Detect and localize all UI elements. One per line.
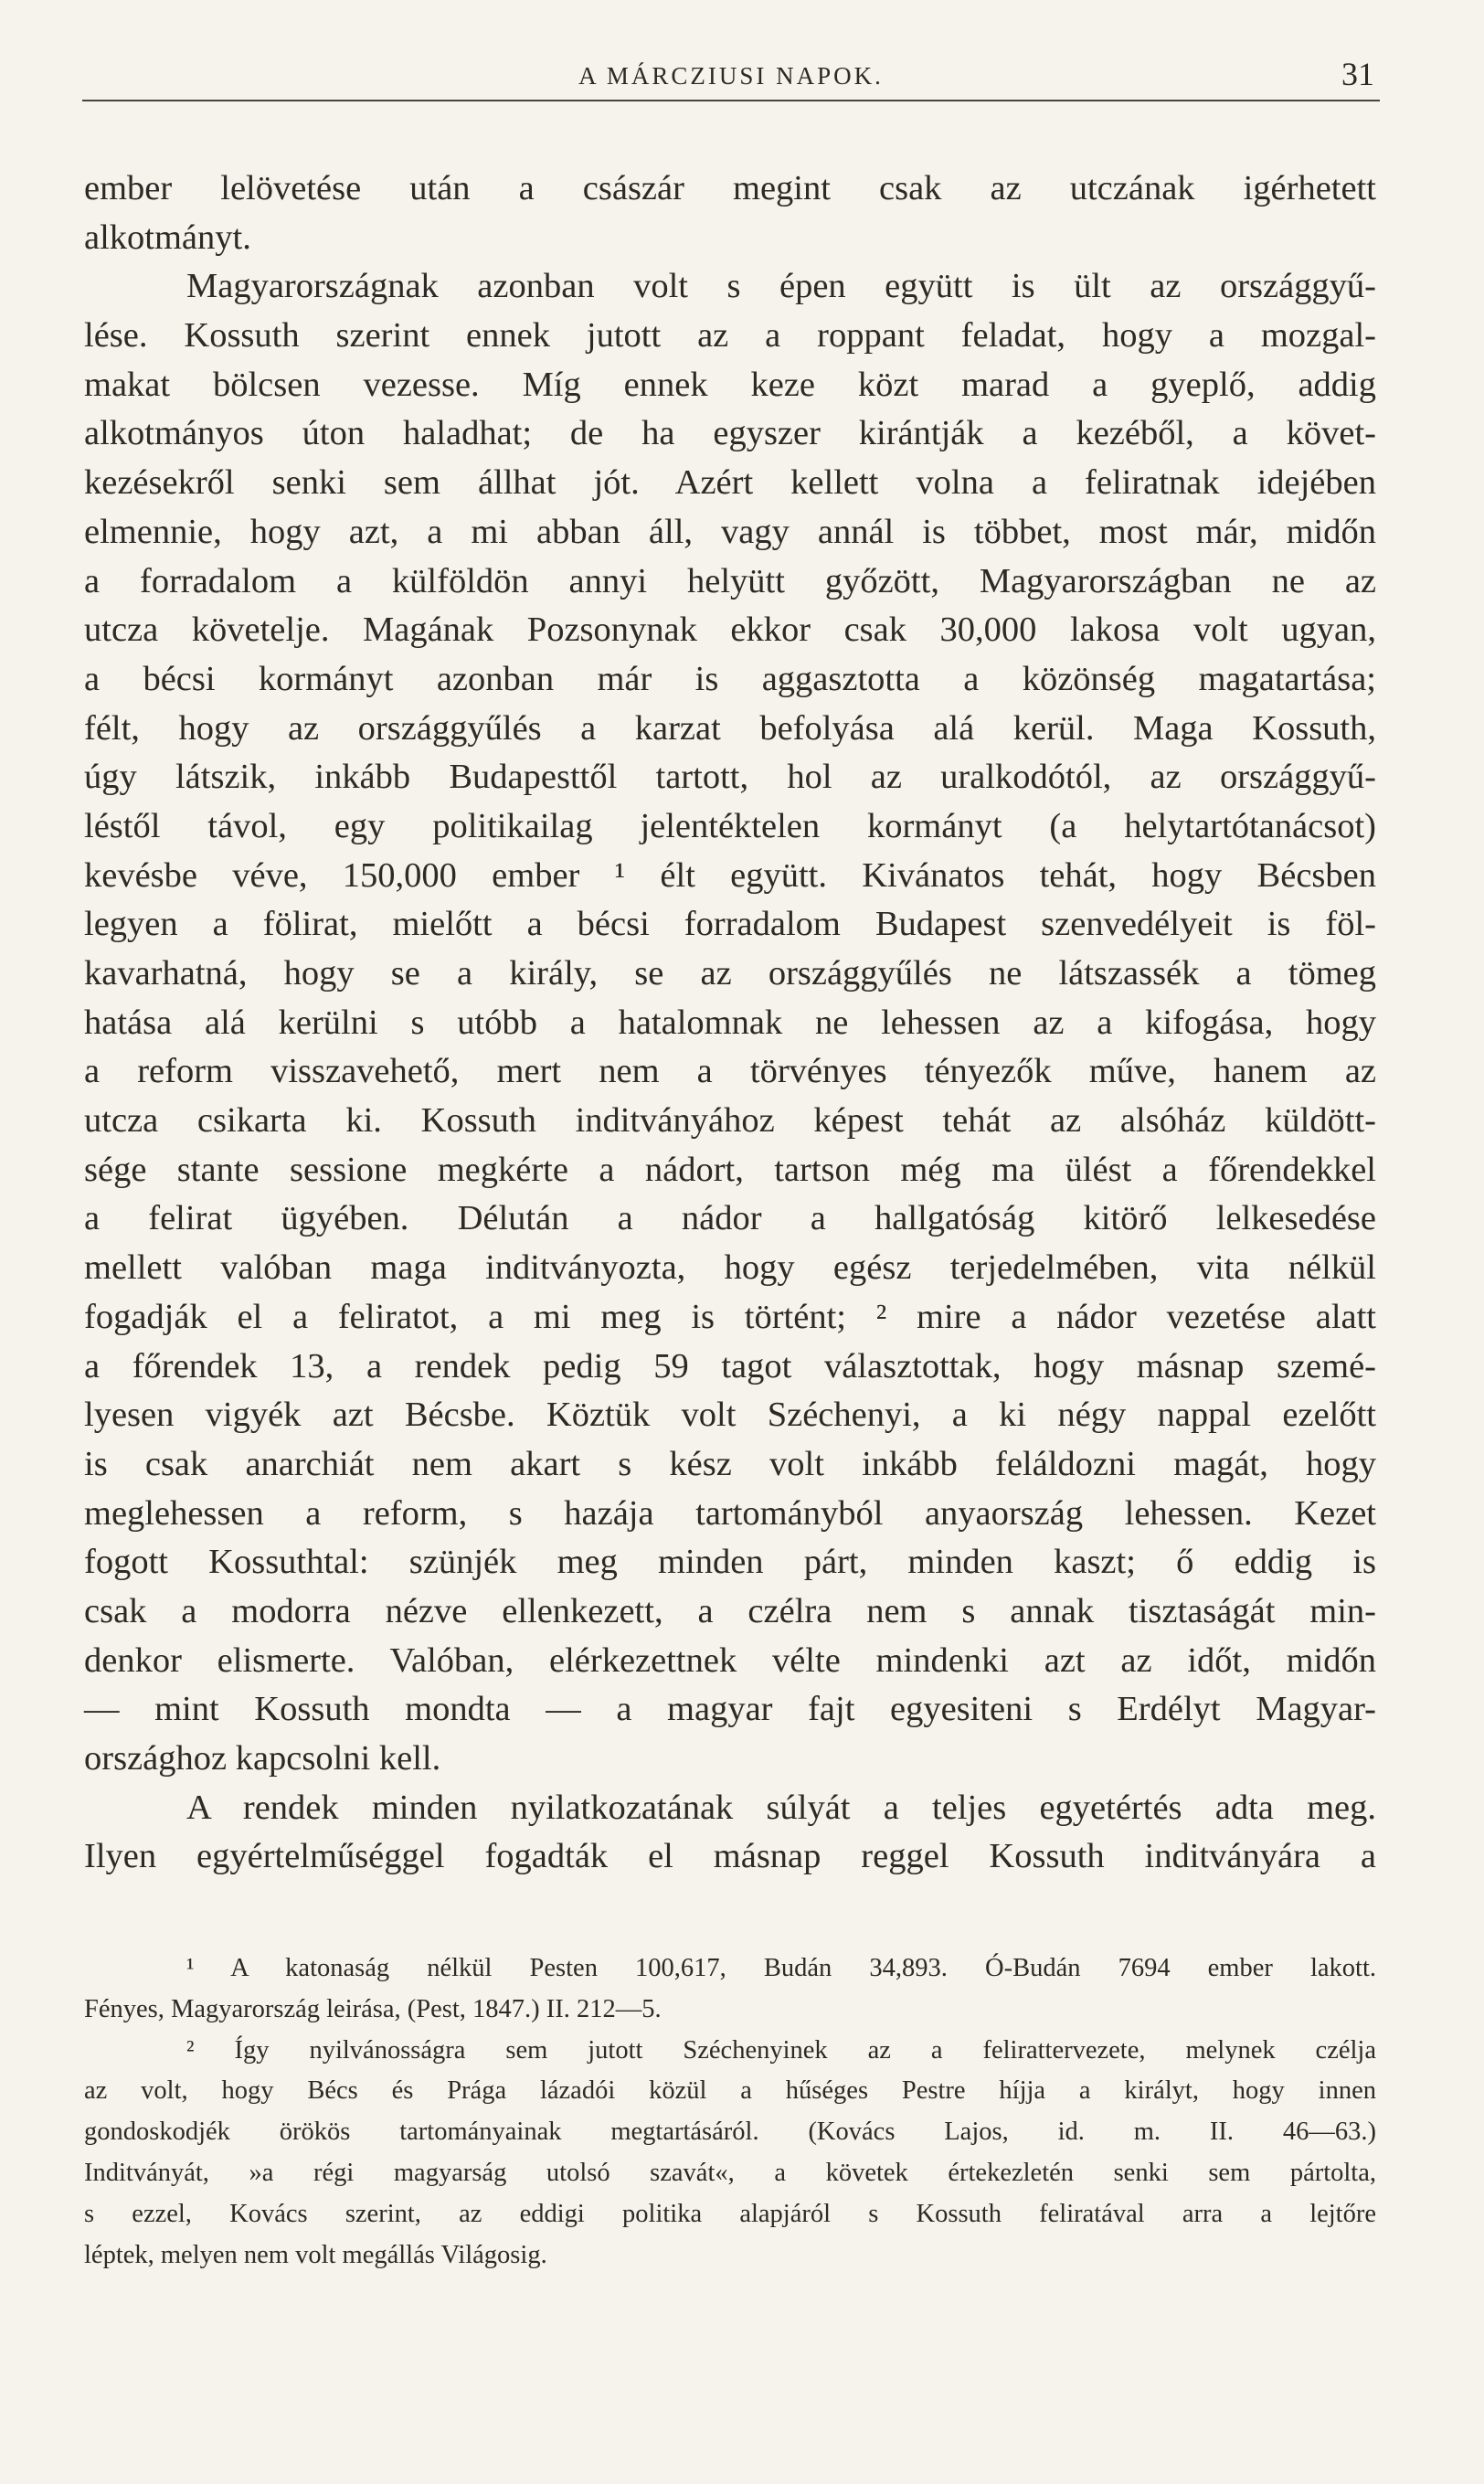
text-line: Magyarországnak azonban volt s épen együtt is ült az országgyű- xyxy=(186,267,1376,306)
text-line: a bécsi kormányt azonban már is aggasztotta a közönség magatartása; xyxy=(84,659,1376,698)
text-line: a felirat ügyében. Délután a nádor a hallgatóság kitörő lelkesedése xyxy=(84,1199,1376,1238)
footnote-line: Inditványát, »a régi magyarság utolsó szavát«, a követek értekezletén senki sem pártolta, xyxy=(84,2158,1376,2187)
text-line: léstől távol, egy politikailag jelentéktelen kormányt (a helytartótanácsot) xyxy=(84,806,1376,845)
text-line: — mint Kossuth mondta — a magyar fajt egyesiteni s Erdélyt Magyar- xyxy=(84,1690,1376,1729)
text-line: elmennie, hogy azt, a mi abban áll, vagy annál is többet, most már, midőn xyxy=(84,512,1376,551)
text-line: makat bölcsen vezesse. Míg ennek keze közt marad a gyeplő, addig xyxy=(84,365,1376,404)
text-line: a reform visszavehető, mert nem a törvényes tényezők műve, hanem az xyxy=(84,1052,1376,1091)
text-line: félt, hogy az országgyűlés a karzat befolyása alá kerül. Maga Kossuth, xyxy=(84,708,1376,748)
text-line: sége stante sessione megkérte a nádort, tartson még ma ülést a főrendekkel xyxy=(84,1150,1376,1189)
text-line: A rendek minden nyilatkozatának súlyát a teljes egyetértés adta meg. xyxy=(186,1788,1376,1827)
running-title: A MÁRCZIUSI NAPOK. xyxy=(578,62,884,90)
text-line: denkor elismerte. Valóban, elérkezettnek vélte mindenki azt az időt, midőn xyxy=(84,1640,1376,1680)
text-line: hatása alá kerülni s utóbb a hatalomnak ne lehessen az a kifogása, hogy xyxy=(84,1003,1376,1042)
text-line: a forradalom a külföldön annyi helyütt győzött, Magyarországban ne az xyxy=(84,561,1376,600)
text-line: alkotmányt. xyxy=(84,218,251,257)
text-line: kezésekről senki sem állhat jót. Azért kellett volna a feliratnak idejében xyxy=(84,463,1376,503)
page-number: 31 xyxy=(1341,56,1374,92)
footnotes xyxy=(84,1948,1376,2276)
text-line: országhoz kapcsolni kell. xyxy=(84,1739,441,1778)
footnote-line: ² Így nyilvánosságra sem jutott Széchenyinek az a felirattervezete, melynek czélja xyxy=(186,2035,1376,2065)
text-line: alkotmányos úton haladhat; de ha egyszer kirántják a kezéből, a követ- xyxy=(84,414,1376,453)
text-line: is csak anarchiát nem akart s kész volt inkább feláldozni magát, hogy xyxy=(84,1444,1376,1483)
footnote-line: ¹ A katonaság nélkül Pesten 100,617, Budán 34,893. Ó-Budán 7694 ember lakott. xyxy=(186,1954,1376,1982)
text-line: fogott Kossuthtal: szünjék meg minden párt, minden kaszt; ő eddig is xyxy=(84,1543,1376,1582)
text-line: fogadják el a feliratot, a mi meg is történt; ² mire a nádor vezetése alatt xyxy=(84,1297,1376,1336)
text-line: Ilyen egyértelműséggel fogadták el másnap reggel Kossuth inditványára a xyxy=(84,1837,1376,1876)
text-line: kavarhatná, hogy se a király, se az országgyűlés ne látszassék a tömeg xyxy=(84,954,1376,993)
footnote-line: Fényes, Magyarország leirása, (Pest, 1847.) II. 212—5. xyxy=(84,1994,662,2023)
text-line: utcza követelje. Magának Pozsonynak ekkor csak 30,000 lakosa volt ugyan, xyxy=(84,610,1376,650)
text-line: legyen a fölirat, mielőtt a bécsi forradalom Budapest szenvedélyeit is föl- xyxy=(84,905,1376,944)
running-head xyxy=(82,53,1380,99)
text-line: a főrendek 13, a rendek pedig 59 tagot választottak, hogy másnap szemé- xyxy=(84,1346,1376,1385)
text-line: csak a modorra nézve ellenkezett, a czélra nem s annak tisztaságát min- xyxy=(84,1591,1376,1630)
text-line: lése. Kossuth szerint ennek jutott az a roppant feladat, hogy a mozgal- xyxy=(84,316,1376,356)
text-line: utcza csikarta ki. Kossuth inditványához képest tehát az alsóház küldött- xyxy=(84,1101,1376,1141)
footnote-line: gondoskodjék örökös tartományainak megtartásáról. (Kovács Lajos, id. m. II. 46—63.) xyxy=(84,2118,1376,2147)
text-line: ember lelövetése után a császár megint csak az utczának igérhetett xyxy=(84,169,1376,207)
footnote-line: léptek, melyen nem volt megállás Világosig. xyxy=(84,2240,547,2269)
text-line: kevésbe véve, 150,000 ember ¹ élt együtt. Kivánatos tehát, hogy Bécsben xyxy=(84,855,1376,895)
body-text xyxy=(84,165,1376,1882)
text-line: lyesen vigyék azt Bécsbe. Köztük volt Széchenyi, a ki négy nappal ezelőtt xyxy=(84,1396,1376,1435)
text-line: mellett valóban maga inditványozta, hogy egész terjedelmében, vita nélkül xyxy=(84,1248,1376,1288)
footnote-line: s ezzel, Kovács szerint, az eddigi politika alapjáról s Kossuth feliratával arra a lejtőre xyxy=(84,2199,1376,2228)
header-rule xyxy=(82,100,1380,101)
text-line: úgy látszik, inkább Budapesttől tartott, hol az uralkodótól, az országgyű- xyxy=(84,758,1376,797)
footnote-line: az volt, hogy Bécs és Prága lázadói közül a hűséges Pestre híjja a királyt, hogy innen xyxy=(84,2076,1376,2106)
text-line: meglehessen a reform, s hazája tartományból anyaország lehessen. Kezet xyxy=(84,1493,1376,1533)
